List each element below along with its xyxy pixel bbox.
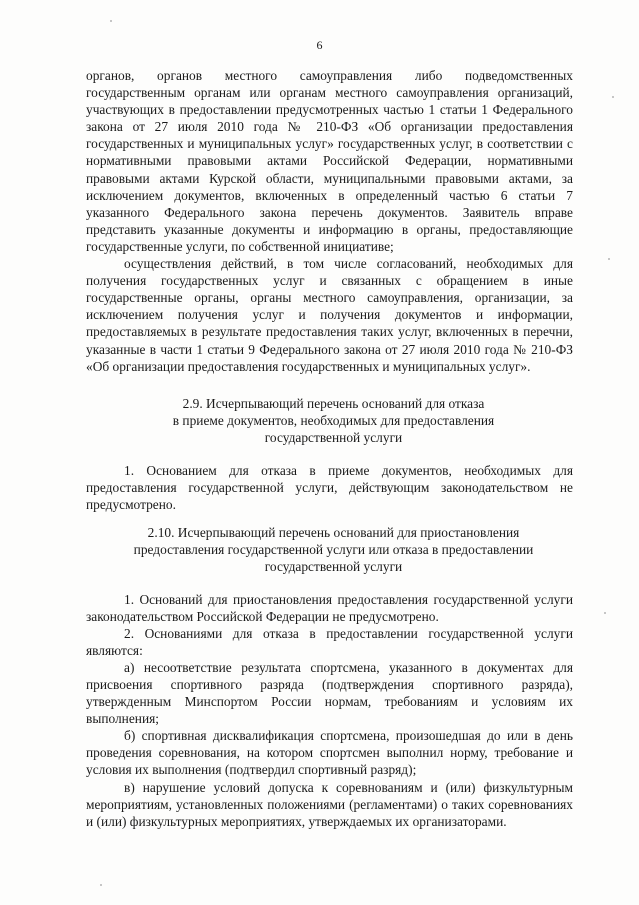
page-content — [86, 67, 573, 830]
body-paragraph: осуществления действий, в том числе согласований, необходимых для получения государственных услуг и связанных с обращением в иные государственные органы, органы местного самоуправления, организации, за исключением получения услуг и получения документов и информации, предоставляемых в результате предоставления таких услуг, включенных в перечни, указанные в части 1 статьи 9 Федерального закона от 27 июля 2010 года № 210-ФЗ «Об организации предоставления государственных и муниципальных услуг». — [86, 256, 573, 374]
heading-line: 2.9. Исчерпывающий перечень оснований для отказа — [182, 395, 485, 411]
list-item: в) нарушение условий допуска к соревнованиям и (или) физкультурным мероприятиям, установленных положениями (регламентами) о таких соревнованиях и (или) физкультурных мероприятиях, утверждаемых их организаторами. — [86, 779, 573, 829]
body-paragraph: 2. Основаниями для отказа в предоставлении государственной услуги являются: — [86, 625, 573, 658]
heading-line: государственной услуги — [264, 429, 403, 445]
section-heading-2-9 — [86, 395, 573, 446]
scan-speck — [608, 258, 610, 260]
heading-line: в приеме документов, необходимых для предоставления — [172, 412, 495, 428]
list-item: б) спортивная дисквалификация спортсмена, произошедшая до или в день проведения соревнования, на котором спортсмен выполнил норму, требование и условия их выполнения (подтвердил спортивный разряд); — [86, 728, 573, 778]
list-item: а) несоответствие результата спортсмена, указанного в документах для присвоения спортивного разряда (подтверждения спортивного разряда), утвержденным Минспортом России нормам, требованиям и условиям их выполнения; — [86, 659, 573, 727]
scan-speck — [604, 612, 606, 614]
body-paragraph: органов, органов местного самоуправления либо подведомственных государственным органам или органам местного самоуправления организаций, участвующих в предоставлении предусмотренных частью 1 статьи 1 Федерального закона от 27 июля 2010 года № 210-ФЗ «Об организации предоставления государственных и муниципальных услуг» государственных услуг, в соответствии с нормативными правовыми актами Российской Федерации, нормативными правовыми актами Курской области, муниципальными правовыми актами, за исключением документов, включенных в определенный частью 6 статьи 7 указанного Федерального закона перечень документов. Заявитель вправе представить указанные документы и информацию в органы, предоставляющие государственные услуги, по собственной инициативе; — [86, 68, 573, 254]
body-paragraph: 1. Оснований для приостановления предоставления государственной услуги законодательством Российской Федерации не предусмотрено. — [86, 591, 573, 624]
scan-speck — [100, 884, 102, 886]
page-number: 6 — [316, 38, 323, 52]
scan-speck — [612, 96, 614, 98]
scan-speck — [110, 20, 112, 22]
heading-line: 2.10. Исчерпывающий перечень оснований для приостановления — [147, 525, 520, 541]
section-heading-2-10 — [86, 524, 573, 575]
heading-line: государственной услуги — [264, 559, 403, 575]
heading-line: предоставления государственной услуги или отказа в предоставлении — [133, 542, 534, 558]
body-paragraph: 1. Основанием для отказа в приеме документов, необходимых для предоставления государственной услуги, действующим законодательством не предусмотрено. — [86, 462, 573, 513]
